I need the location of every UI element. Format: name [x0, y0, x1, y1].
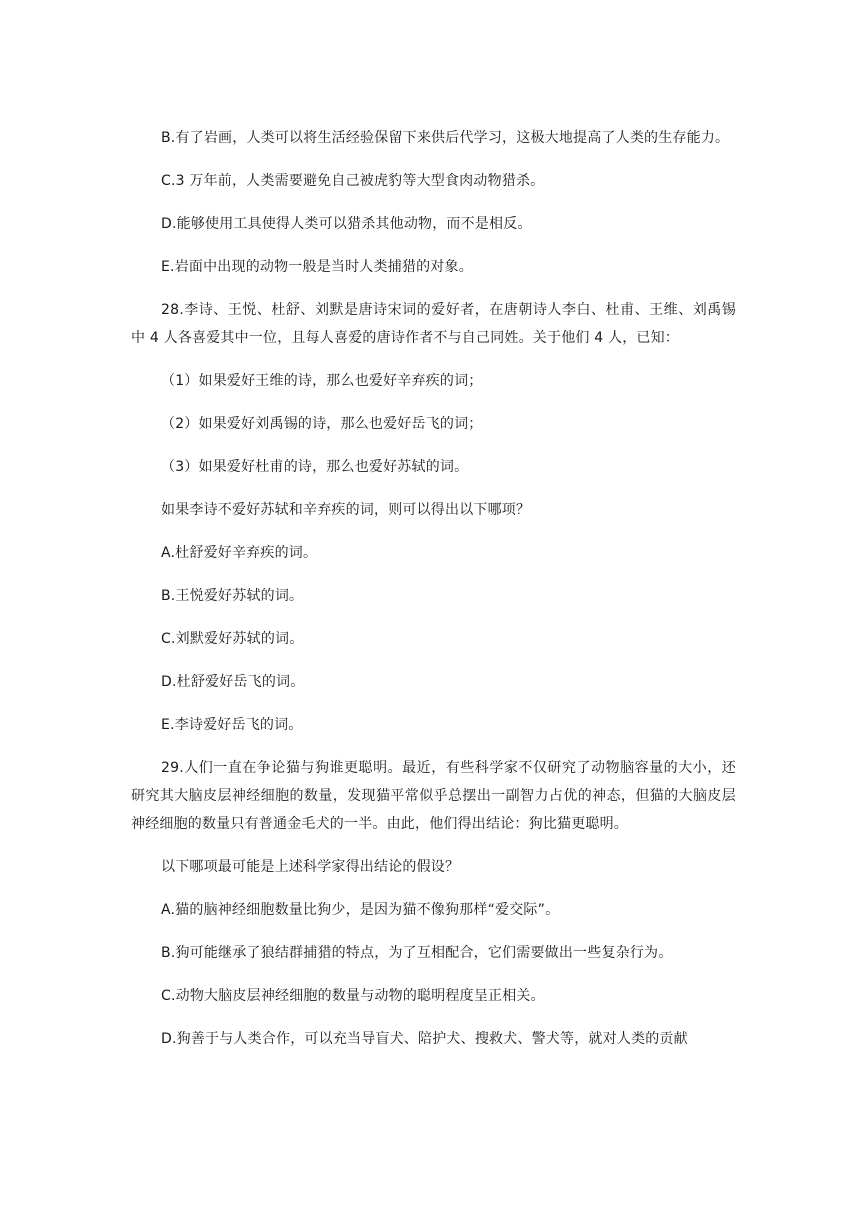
option-c-predators: C.3 万年前，人类需要避免自己被虎豹等大型食肉动物猎杀。 — [161, 173, 545, 189]
q29-option-c: C.动物大脑皮层神经细胞的数量与动物的聪明程度呈正相关。 — [161, 988, 545, 1004]
question-28-stem: 28.李诗、王悦、杜舒、刘默是唐诗宋词的爱好者，在唐朝诗人李白、杜甫、王维、刘禹锡中 4 人各喜爱其中一位，且每人喜爱的唐诗作者不与自己同姓。关于他们 4 人，已知： — [131, 302, 736, 346]
condition-1: （1）如果爱好王维的诗，那么也爱好辛弃疾的词； — [161, 373, 483, 389]
q28-option-b: B.王悦爱好苏轼的词。 — [161, 588, 304, 604]
q29-option-d: D.狗善于与人类合作，可以充当导盲犬、陪护犬、搜救犬、警犬等，就对人类的贡献 — [161, 1031, 688, 1047]
q28-option-c: C.刘默爱好苏轼的词。 — [161, 631, 304, 647]
option-d-tools: D.能够使用工具使得人类可以猎杀其他动物，而不是相反。 — [161, 216, 532, 232]
question-29-prompt: 以下哪项最可能是上述科学家得出结论的假设？ — [161, 859, 460, 875]
q29-option-a: A.猫的脑神经细胞数量比狗少，是因为猫不像狗那样“爱交际”。 — [161, 902, 560, 918]
q28-option-e: E.李诗爱好岳飞的词。 — [161, 717, 303, 733]
question-28-prompt: 如果李诗不爱好苏轼和辛弃疾的词，则可以得出以下哪项？ — [161, 502, 531, 518]
document-body — [131, 124, 736, 1053]
question-29-stem: 29.人们一直在争论猫与狗谁更聪明。最近，有些科学家不仅研究了动物脑容量的大小，还研究其大脑皮层神经细胞的数量，发现猫平常似乎总摆出一副智力占优的神态，但猫的大脑皮层神经细胞的数量只有普通金毛犬的一半。由此，他们得出结论：狗比猫更聪明。 — [131, 760, 736, 832]
condition-3: （3）如果爱好杜甫的诗，那么也爱好苏轼的词。 — [161, 459, 469, 475]
option-b-rock-painting: B.有了岩画，人类可以将生活经验保留下来供后代学习，这极大地提高了人类的生存能力。 — [161, 130, 730, 146]
condition-2: （2）如果爱好刘禹锡的诗，那么也爱好岳飞的词； — [161, 416, 483, 432]
option-e-prey: E.岩面中出现的动物一般是当时人类捕猎的对象。 — [161, 259, 473, 275]
q28-option-d: D.杜舒爱好岳飞的词。 — [161, 674, 305, 690]
q29-option-b: B.狗可能继承了狼结群捕猎的特点，为了互相配合，它们需要做出一些复杂行为。 — [161, 945, 673, 961]
q28-option-a: A.杜舒爱好辛弃疾的词。 — [161, 545, 318, 561]
